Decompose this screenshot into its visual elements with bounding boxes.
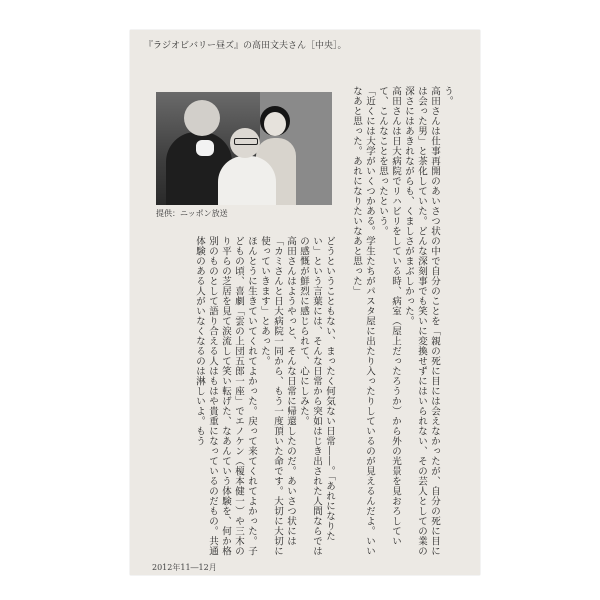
paragraph: う。 bbox=[442, 86, 453, 106]
person-center-glasses bbox=[234, 138, 258, 145]
person-left-hand bbox=[196, 140, 214, 156]
person-left-head bbox=[184, 100, 220, 136]
photo-credit: 提供：ニッポン放送 bbox=[156, 209, 228, 218]
paragraph: どうということもない、まったく何気ない日常――。「あれになりたい」という言葉には、そんな日常から突如はじき出された人間ならではの感慨が鮮烈に感じられて、心にしみた。 bbox=[298, 236, 335, 556]
paragraph: 高田さんは仕事再開のあいさつ状の中で自分のことを「親の死に目には会えなかったが、自分の死に目には会った男」と茶化していた。どんな深刻事でも笑いに変換せずにはいられない、その芸人としての業の深さにはあきれながらも、くましさがまぶしかった。 bbox=[403, 86, 440, 556]
paragraph: ほんとうに生きていてくれてよかった。戻って来てくれてよかった。子どもの頃、喜劇「雲の上団五郎一座」でエノケン（榎本健一）や三木のり平らの芝居を見て涙流して笑い転げた、なあんていう体験を、何か格別のものとして語り合える人はもはや貴重になっているのだもの。共通体験のある人がいなくなるのは淋しいよ。もう bbox=[194, 236, 257, 556]
photo-caption: 『ラジオビバリー昼ズ』の高田文夫さん［中央］。 bbox=[144, 41, 347, 51]
paragraph: 「近くには大学がいくつかある。学生たちがパスタ屋に出たり入ったりしているのが見えるんだよ。いいなあと思った。あれになりたいなあと思った」 bbox=[351, 86, 375, 556]
person-right-head bbox=[264, 112, 286, 136]
article-text-upper bbox=[342, 86, 454, 556]
paragraph: 高田さんはようやっと、そんな日常に帰還したのだ。あいさつ状には「カミさんと日大病院一同から、もう一度頂いた命です。大切に大切に使っていきます」とあった。 bbox=[259, 236, 296, 556]
book-page bbox=[130, 30, 480, 575]
paragraph: 高田さんは日大病院でリハビリをしている時、病室（屋上だったろうか）から外の光景を見おろしていて、こんなことを思ったという。 bbox=[377, 86, 401, 546]
page-footer-date: 2012年11―12月 bbox=[152, 563, 217, 572]
article-text-lower bbox=[156, 236, 336, 556]
photo bbox=[156, 92, 332, 205]
person-center-body bbox=[218, 156, 276, 205]
